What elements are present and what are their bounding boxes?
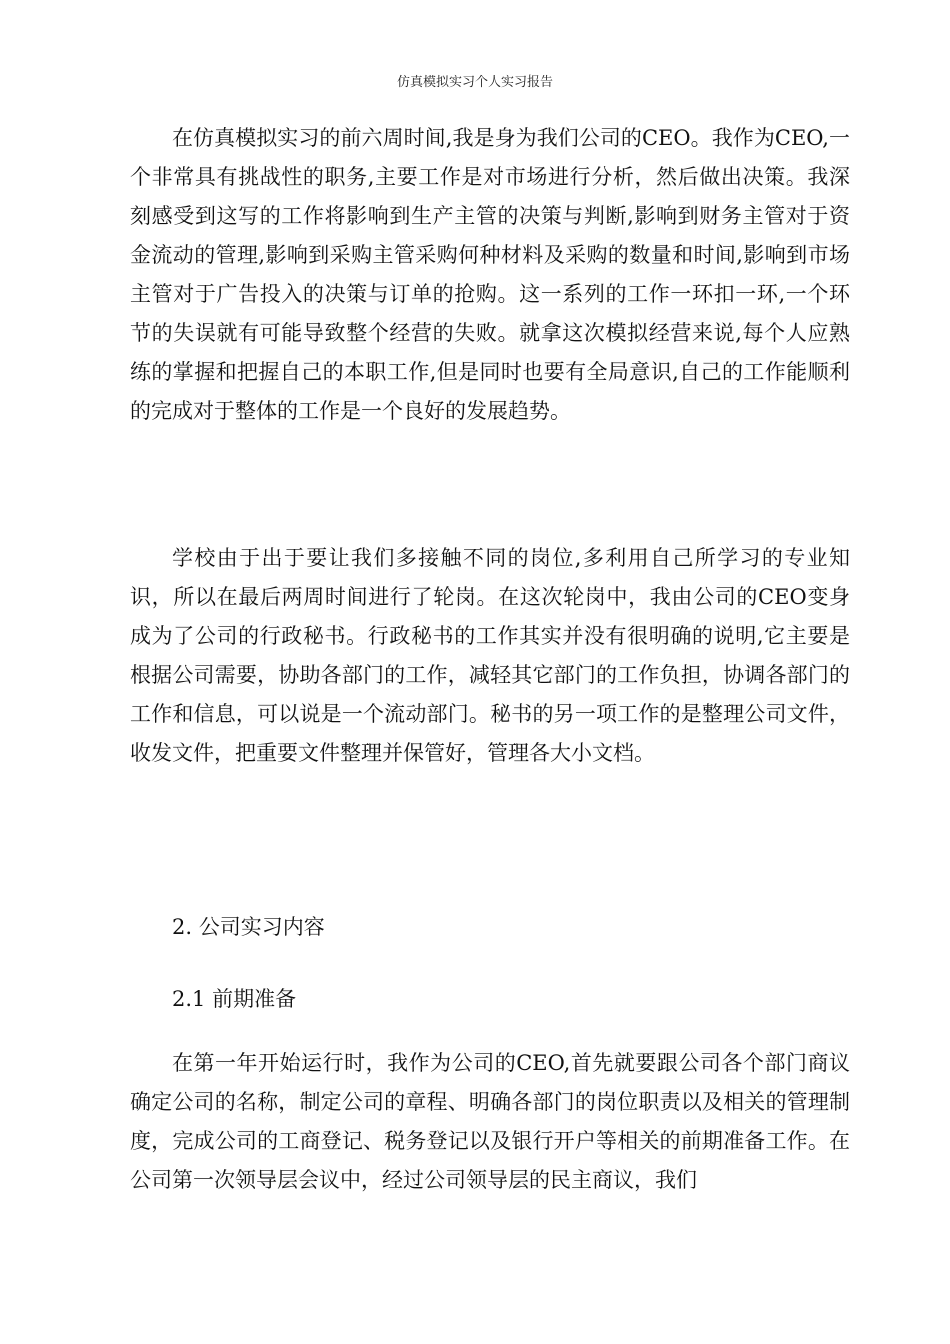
paragraph-ceo-role: 在仿真模拟实习的前六周时间,我是身为我们公司的CEO。我作为CEO,一个非常具有挑战性的职务,主要工作是对市场进行分析，然后做出决策。我深刻感受到这写的工作将影响到生产主管的决策与判断,影响到财务主管对于资金流动的管理,影响到采购主管采购何种材料及采购的数量和时间,影响到市场主管对于广告投入的决策与订单的抢购。这一系列的工作一环扣一环,一个环节的失误就有可能导致整个经营的失败。就拿这次模拟经营来说,每个人应熟练的掌握和把握自己的本职工作,但是同时也要有全局意识,自己的工作能顺利的完成对于整体的工作是一个良好的发展趋势。 [130,126,850,423]
running-header: 仿真模拟实习个人实习报告 [396,75,553,90]
paragraph-preparation: 在第一年开始运行时，我作为公司的CEO,首先就要跟公司各个部门商议确定公司的名称，制定公司的章程、明确各部门的岗位职责以及相关的管理制度，完成公司的工商登记、税务登记以及银行开户等相关的前期准备工作。在公司第一次领导层会议中，经过公司领导层的民主商议，我们 [130,1051,850,1192]
subsection-heading: 2.1 前期准备 [172,987,297,1011]
paragraph-rotation: 学校由于出于要让我们多接触不同的岗位,多利用自己所学习的专业知识，所以在最后两周时间进行了轮岗。在这次轮岗中，我由公司的CEO变身成为了公司的行政秘书。行政秘书的工作其实并没有很明确的说明,它主要是根据公司需要，协助各部门的工作，减轻其它部门的工作负担，协调各部门的工作和信息，可以说是一个流动部门。秘书的另一项工作的是整理公司文件，收发文件，把重要文件整理并保管好，管理各大小文档。 [130,546,850,765]
section-heading: 2. 公司实习内容 [172,915,325,939]
